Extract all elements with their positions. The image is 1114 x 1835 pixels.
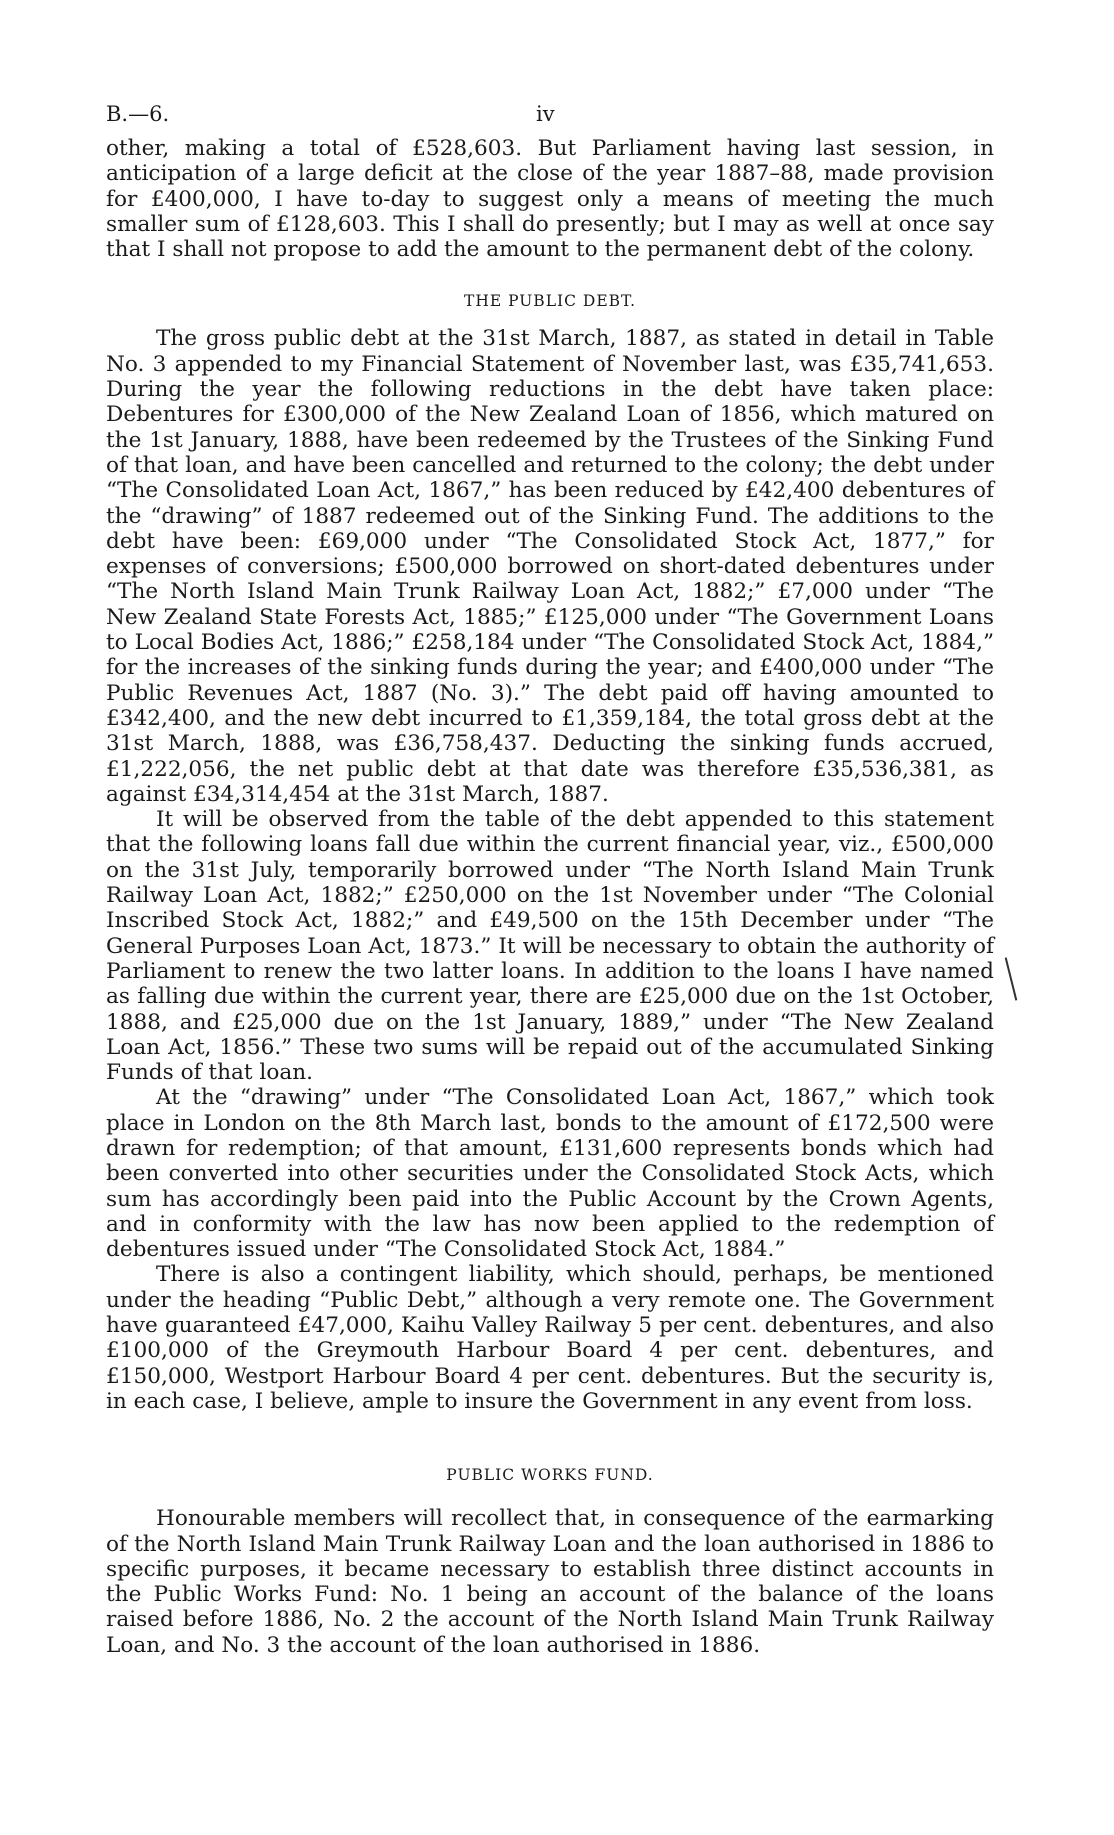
- public-debt-paragraph-1: The gross public debt at the 31st March, 1887, as stated in detail in Table No. 3 appended to my Financial Statement of November last, was £35,741,653. During the year the following reductions in the debt have taken place: Debentures for £300,000 of the New Zealand Loan of 1856, which matured on the 1st January, 1888, have been redeemed by the Trustees of the Sinking Fund of that loan, and have been cancelled and returned to the colony; the debt under “The Consolidated Loan Act, 1867,” has been reduced by £42,400 debentures of the “drawing” of 1887 redeemed out of the Sinking Fund. The additions to the debt have been: £69,000 under “The Consolidated Stock Act, 1877,” for expenses of conversions; £500,000 borrowed on short-dated debentures under “The North Island Main Trunk Railway Loan Act, 1882;” £7,000 under “The New Zealand State Forests Act, 1885;” £125,000 under “The Government Loans to Local Bodies Act, 1886;” £258,184 under “The Consolidated Stock Act, 1884,” for the increases of the sinking funds during the year; and £400,000 under “The Public Revenues Act, 1887 (No. 3).” The debt paid off having amounted to £342,400, and the new debt incurred to £1,359,184, the total gross debt at the 31st March, 1888, was £36,758,437. Deducting the sinking funds accrued, £1,222,056, the net public debt at that date was therefore £35,536,381, as against £34,314,454 at the 31st March, 1887.: [106, 326, 994, 807]
- section-heading-public-debt: THE PUBLIC DEBT.: [463, 292, 637, 311]
- public-works-fund-paragraph-1: Honourable members will recollect that, in consequence of the earmarking of the North Island Main Trunk Railway Loan and the loan authorised in 1886 to specific purposes, it became necessary to establish three distinct accounts in the Public Works Fund: No. 1 being an account of the balance of the loans raised before 1886, No. 2 the account of the North Island Main Trunk Railway Loan, and No. 3 the account of the loan authorised in 1886.: [106, 1506, 994, 1658]
- page-header: [106, 102, 994, 136]
- intro-paragraph: other, making a total of £528,603. But Parliament having last session, in anticipation of a large deficit at the close of the year 1887–88, made provision for £400,000, I have to-day to suggest only a means of meeting the much smaller sum of £128,603. This I shall do presently; but I may as well at once say that I shall not propose to add the amount to the permanent debt of the colony.: [106, 136, 994, 263]
- document-reference: B.—6.: [106, 102, 170, 126]
- public-debt-paragraph-4: There is also a contingent liability, which should, perhaps, be mentioned under the heading “Public Debt,” although a very remote one. The Government have guaranteed £47,000, Kaihu Valley Railway 5 per cent. debentures, and also £100,000 of the Greymouth Harbour Board 4 per cent. debentures, and £150,000, Westport Harbour Board 4 per cent. debentures. But the security is, in each case, I believe, ample to insure the Government in any event from loss.: [106, 1262, 994, 1414]
- margin-mark: [1005, 958, 1018, 1001]
- page-number: iv: [536, 102, 555, 126]
- document-page: [106, 102, 994, 1658]
- public-debt-paragraph-3: At the “drawing” under “The Consolidated Loan Act, 1867,” which took place in London on the 8th March last, bonds to the amount of £172,500 were drawn for redemption; of that amount, £131,600 represents bonds which had been converted into other securities under the Consolidated Stock Acts, which sum has accordingly been paid into the Public Account by the Crown Agents, and in conformity with the law has now been applied to the redemption of debentures issued under “The Consolidated Stock Act, 1884.”: [106, 1085, 994, 1263]
- public-debt-paragraph-2: It will be observed from the table of the debt appended to this statement that the following loans fall due within the current financial year, viz., £500,000 on the 31st July, temporarily borrowed under “The North Island Main Trunk Railway Loan Act, 1882;” £250,000 on the 1st November under “The Colonial Inscribed Stock Act, 1882;” and £49,500 on the 15th December under “The General Purposes Loan Act, 1873.” It will be necessary to obtain the authority of Parliament to renew the two latter loans. In addition to the loans I have named as falling due within the current year, there are £25,000 due on the 1st October, 1888, and £25,000 due on the 1st January, 1889,” under “The New Zealand Loan Act, 1856.” These two sums will be repaid out of the accumulated Sinking Funds of that loan.: [106, 807, 994, 1086]
- section-heading-public-works-fund: PUBLIC WORKS FUND.: [446, 1466, 654, 1485]
